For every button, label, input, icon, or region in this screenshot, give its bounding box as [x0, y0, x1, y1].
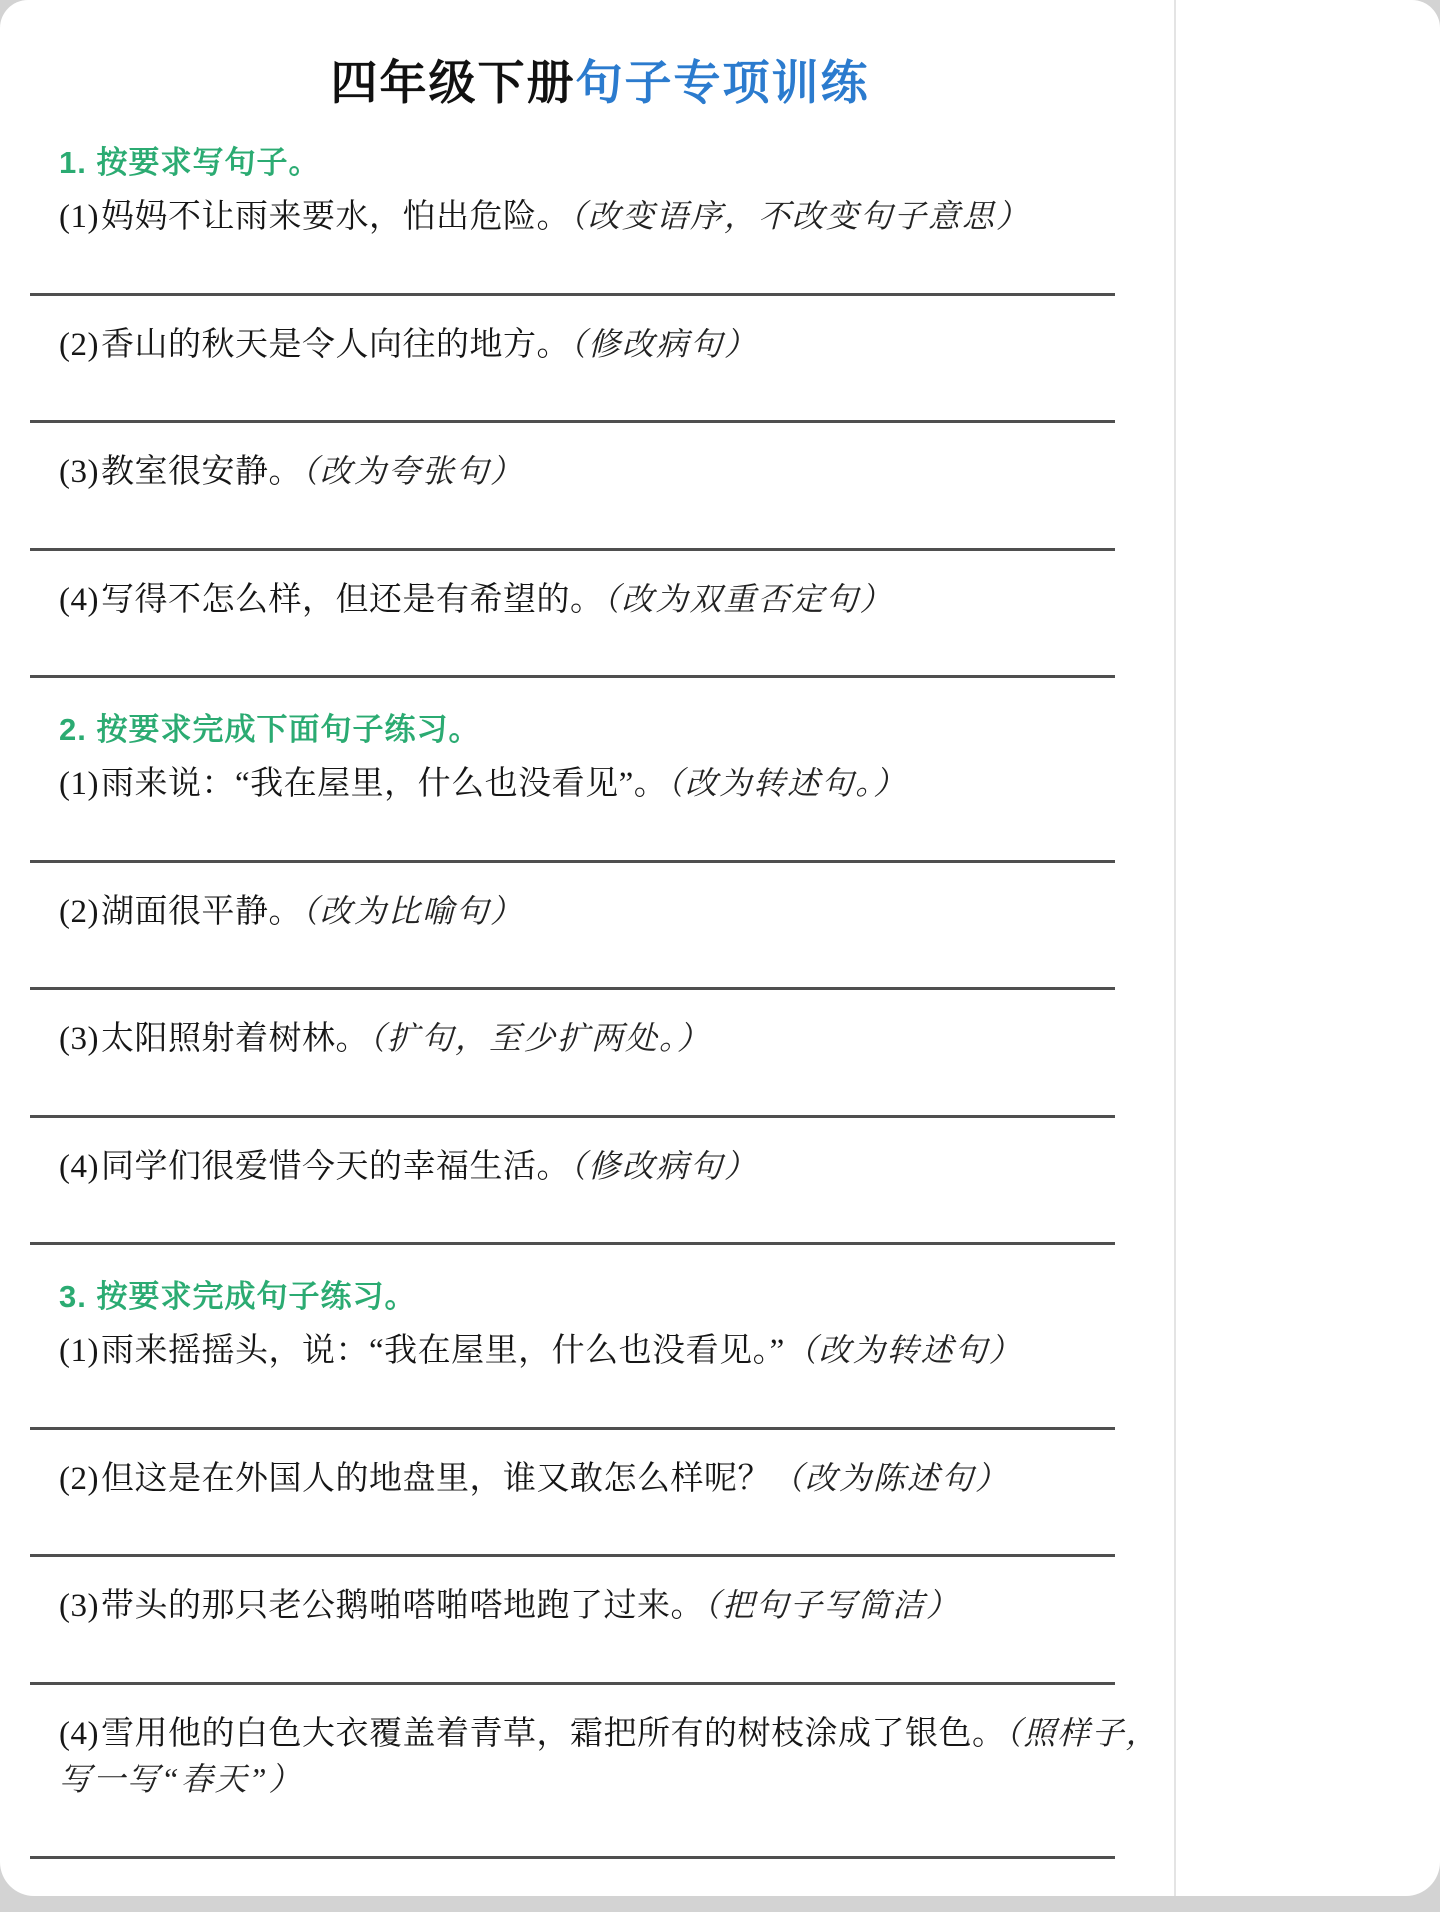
question-item — [59, 449, 1169, 496]
section-heading: 3. 按要求完成句子练习。 — [59, 1279, 417, 1315]
question-instruction: （照样子，写一写“春天”） — [59, 1714, 1160, 1798]
answer-line — [30, 935, 1115, 990]
question-number: (3) — [59, 1021, 99, 1058]
answer-line — [30, 1804, 1115, 1859]
question-instruction: （把句子写简洁） — [703, 1587, 960, 1624]
answer-line — [30, 368, 1115, 423]
question-item — [59, 1144, 1169, 1191]
question-instruction: （修改病句） — [569, 325, 758, 362]
section-heading: 1. 按要求写句子。 — [59, 145, 321, 180]
question-instruction: （改为转述句。） — [667, 765, 908, 802]
section-heading: 2. 按要求完成下面句子练习。 — [59, 712, 481, 748]
question-sentence: 带头的那只老公鹅啪嗒啪嗒地跑了过来。 — [100, 1588, 704, 1625]
question-instruction: （改为夸张句） — [301, 453, 524, 490]
question-number: (4) — [59, 581, 99, 618]
section-2 — [57, 704, 1167, 1245]
question-sentence: 写得不怎么样，但还是有希望的。 — [100, 581, 604, 618]
question-item — [59, 1711, 1169, 1804]
answer-line — [30, 1375, 1115, 1430]
question-sentence: 但这是在外国人的地盘里，谁又敢怎么样呢？ — [100, 1460, 771, 1497]
question-item — [59, 1328, 1169, 1375]
answer-line — [30, 241, 1115, 296]
question-item — [59, 889, 1169, 936]
question-sentence: 雨来摇摇头，说：“我在屋里，什么也没看见。” — [100, 1333, 785, 1370]
answer-line — [30, 496, 1115, 551]
question-number: (3) — [59, 1588, 99, 1625]
question-number: (4) — [59, 1148, 99, 1185]
answer-line — [30, 1502, 1115, 1557]
question-sentence: 同学们很爱惜今天的幸福生活。 — [100, 1148, 570, 1185]
question-number: (3) — [59, 454, 99, 491]
question-item — [59, 1583, 1169, 1630]
answer-line — [30, 623, 1115, 678]
question-sentence: 太阳照射着树林。 — [100, 1021, 369, 1058]
question-number: (2) — [59, 893, 99, 930]
title-accent: 句子专项训练 — [575, 56, 870, 109]
question-item — [59, 1456, 1169, 1503]
question-number: (2) — [59, 1460, 99, 1497]
question-number: (1) — [59, 199, 99, 235]
question-instruction: （修改病句） — [569, 1147, 758, 1184]
question-number: (1) — [59, 1333, 99, 1370]
question-instruction: （扩句，至少扩两处。） — [368, 1020, 711, 1057]
answer-line — [30, 1063, 1115, 1118]
question-sentence: 雨来说：“我在屋里，什么也没看见”。 — [100, 766, 668, 803]
question-number: (4) — [59, 1715, 99, 1752]
question-instruction: （改为双重否定句） — [603, 580, 894, 617]
question-sentence: 香山的秋天是令人向往的地方。 — [100, 326, 570, 363]
question-sentence: 湖面很平静。 — [100, 893, 302, 930]
section-1 — [57, 137, 1167, 678]
question-sentence: 雪用他的白色大衣覆盖着青草，霜把所有的树枝涂成了银色。 — [100, 1715, 1006, 1752]
answer-line — [30, 1190, 1115, 1245]
question-item — [59, 194, 1169, 241]
answer-line — [30, 1630, 1115, 1685]
question-instruction: （改为陈述句） — [770, 1459, 1009, 1496]
section-3 — [57, 1271, 1167, 1859]
question-instruction: （改为转述句） — [784, 1332, 1023, 1369]
question-item — [59, 577, 1169, 624]
page-title — [57, 46, 1143, 113]
question-sentence: 妈妈不让雨来要水，怕出危险。 — [100, 199, 570, 235]
question-instruction: （改为比喻句） — [301, 892, 524, 929]
question-item — [59, 1016, 1169, 1063]
title-prefix: 四年级下册 — [330, 56, 576, 109]
page-edge-line — [1174, 0, 1176, 1896]
question-instruction: （改变语序，不改变句子意思） — [569, 198, 1030, 234]
question-number: (1) — [59, 766, 99, 803]
question-item — [59, 761, 1169, 808]
question-item — [59, 322, 1169, 369]
answer-line — [30, 808, 1115, 863]
question-number: (2) — [59, 326, 99, 363]
question-sentence: 教室很安静。 — [100, 454, 302, 491]
